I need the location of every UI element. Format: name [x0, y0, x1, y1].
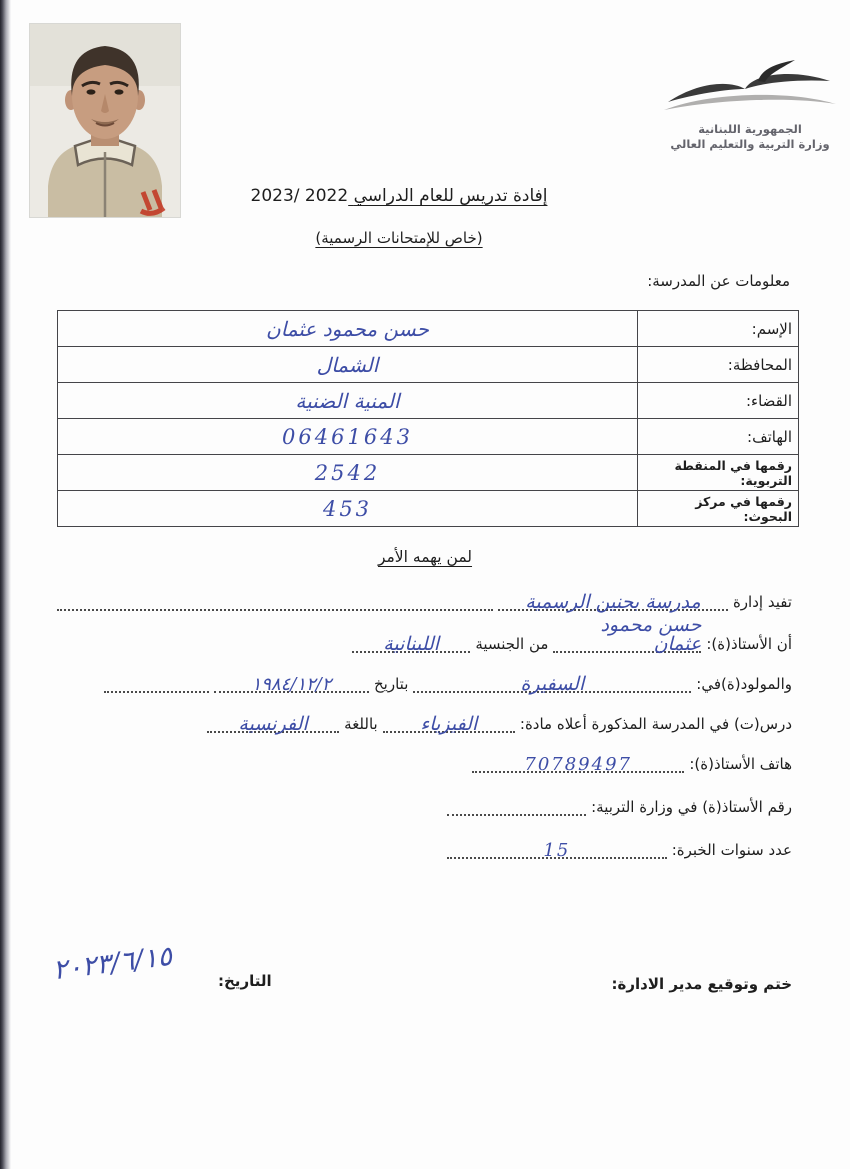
table-row: [58, 311, 799, 347]
row-label: رقمها في مركز البحوث:: [638, 491, 799, 527]
nationality-handwritten: اللبنانية: [383, 633, 440, 655]
ministry-number-line: [447, 790, 792, 816]
scan-edge-shadow: [0, 0, 11, 1169]
dotted-leader: [57, 585, 493, 611]
teacher-name-handwritten: حسن محمود عثمان: [600, 614, 702, 655]
school-line: [57, 585, 792, 611]
row-label: الإسم:: [638, 311, 799, 347]
birthplace-handwritten: السفيرة: [520, 673, 585, 695]
table-row: [58, 383, 799, 419]
subject-line: [207, 707, 792, 733]
language-handwritten: الفرنسية: [238, 713, 308, 735]
stamp-signature-label: ختم وتوقيع مدير الادارة:: [611, 975, 792, 993]
form-subtitle-text: (خاص للإمتحانات الرسمية): [315, 229, 483, 247]
school-name-handwritten: مدرسة بحنين الرسمية: [525, 591, 701, 613]
row-value-handwritten: المنية الضنية: [295, 388, 400, 413]
dotted-leader: [447, 790, 586, 816]
date-value-handwritten: ٢٠٢٣/٦/١٥: [51, 940, 174, 987]
row-value-handwritten: الشمال: [316, 352, 379, 377]
birthdate-handwritten: ١٩٨٤/١٢/٢: [251, 674, 332, 695]
ministry-number-label: رقم الأستاذ(ة) في وزارة التربية:: [591, 798, 792, 816]
row-label: الهاتف:: [638, 419, 799, 455]
row-value-handwritten: 453: [322, 496, 373, 521]
republic-name: الجمهورية اللبنانية: [698, 122, 802, 136]
birth-line: [104, 667, 792, 693]
teacher-line-label: أن الأستاذ(ة):: [706, 635, 792, 653]
date-label: التاريخ:: [218, 972, 272, 990]
form-subtitle: [20, 228, 778, 247]
row-value-handwritten: حسن محمود عثمان: [266, 316, 429, 341]
phone-line: [472, 747, 792, 773]
letter-heading-text: لمن يهمه الأمر: [377, 548, 473, 566]
school-info-table: [57, 310, 799, 527]
nationality-label: من الجنسية: [475, 635, 549, 653]
school-info-heading: معلومات عن المدرسة:: [647, 272, 790, 290]
language-label: باللغة: [344, 715, 378, 733]
phone-label: هاتف الأستاذ(ة):: [689, 755, 792, 773]
table-row: [58, 347, 799, 383]
teacher-line: [352, 614, 792, 655]
table-row: [58, 455, 799, 491]
row-value-handwritten: 2542: [314, 460, 381, 485]
row-value-handwritten: 06461643: [282, 424, 413, 449]
table-row: [58, 491, 799, 527]
experience-line: [447, 833, 792, 859]
form-title-year: 2023/ 2022: [250, 186, 349, 206]
school-line-label: تفيد إدارة: [732, 593, 792, 611]
row-label: المحافظة:: [638, 347, 799, 383]
dotted-leader: [104, 667, 209, 693]
experience-handwritten: 15: [543, 840, 571, 861]
letter-heading: [0, 548, 850, 566]
subject-handwritten: الفيزياء: [420, 713, 478, 735]
birthdate-label: بتاريخ: [374, 675, 409, 693]
subject-label: درس(ت) في المدرسة المذكورة أعلاه مادة:: [519, 715, 792, 733]
open-book-logo-icon: [658, 60, 842, 118]
birthplace-label: والمولود(ة)في:: [696, 675, 792, 693]
phone-handwritten: 70789497: [524, 754, 632, 775]
experience-label: عدد سنوات الخبرة:: [671, 841, 792, 859]
form-title: [20, 186, 778, 206]
ministry-name: وزارة التربية والتعليم العالي: [670, 136, 830, 151]
ministry-logo: [656, 60, 844, 152]
row-label: القضاء:: [638, 383, 799, 419]
table-row: [58, 419, 799, 455]
row-label: رقمها في المنقطة التربوية:: [638, 455, 799, 491]
form-title-text: إفادة تدريس للعام الدراسي: [353, 186, 548, 206]
